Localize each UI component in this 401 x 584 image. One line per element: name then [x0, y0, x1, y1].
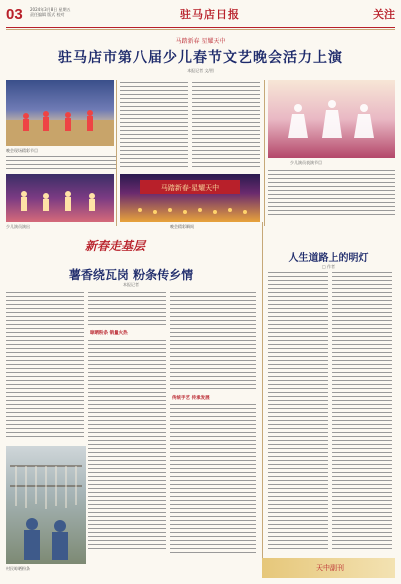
essay-title: 人生道路上的明灯 — [288, 253, 369, 264]
stage-banner-text: 马踏新春·星耀天中 — [160, 184, 220, 192]
lead-caption-3: 晚会精彩瞬间 — [170, 224, 194, 229]
feature-body-col-1 — [6, 292, 84, 442]
villagers-illustration — [6, 446, 86, 564]
feature-body-col-3 — [170, 292, 256, 392]
lead-photo-4 — [6, 174, 114, 222]
section-name: 关注 — [373, 8, 395, 21]
lead-photo-3 — [120, 174, 260, 222]
page-header — [0, 0, 401, 30]
feature-caption: 村民晾晒粉条 — [6, 566, 30, 571]
lead-body-col-4 — [268, 170, 395, 220]
date-line: 2024年3月8日 星期五 — [30, 7, 71, 12]
feature-subtitle-2: 传统手艺 传承发展 — [172, 396, 210, 401]
essay-body-col-2 — [332, 272, 392, 556]
essay-body-col-1 — [268, 272, 328, 556]
feature-headline: 薯香绕瓦岗 粉条传乡情 — [68, 268, 194, 282]
lead-caption-4: 少儿演员演出 — [6, 224, 30, 229]
header-rule — [6, 27, 395, 28]
lead-kicker: 马踏新春 星耀天中 — [175, 38, 226, 45]
lead-byline: 本报记者 文/图 — [187, 68, 214, 73]
feature-banner: 新春走基层 — [85, 239, 146, 253]
feature-photo — [6, 446, 86, 564]
date-info — [30, 7, 100, 17]
lead-body-col-1 — [120, 82, 188, 170]
lead-photo-2 — [268, 80, 395, 158]
lead-photo-1 — [6, 80, 114, 146]
feature-byline: 本报记者 — [123, 282, 139, 287]
performers-illustration — [6, 80, 114, 146]
lead-body-col-2 — [192, 82, 260, 170]
feature-subtitle-1: 晾晒粉条 销量火热 — [90, 331, 128, 336]
feature-body-col-3b — [170, 404, 256, 556]
column-rule-left — [116, 80, 117, 226]
dancers-illustration — [268, 80, 395, 158]
stage-illustration — [120, 174, 260, 222]
footer-label: 天中副刊 — [316, 564, 344, 572]
feature-body-col-2b — [88, 340, 166, 555]
lead-headline: 驻马店市第八届少儿春节文艺晚会活力上演 — [58, 50, 343, 66]
page-number: 03 — [6, 6, 23, 23]
kids-illustration — [6, 174, 114, 222]
column-rule-right — [264, 80, 265, 226]
editor-line: 责任编辑 版式 校对 — [30, 12, 65, 17]
lead-caption-2: 少儿演员表演节目 — [290, 160, 322, 165]
essay-author: □ 作者 — [321, 264, 336, 269]
masthead: 驻马店日报 — [180, 8, 240, 21]
essay-footer-band — [262, 558, 395, 578]
lead-caption-1: 晚会现场精彩节目 — [6, 148, 38, 153]
header-rule-thin — [6, 29, 395, 30]
lead-body-col-3 — [6, 156, 116, 174]
